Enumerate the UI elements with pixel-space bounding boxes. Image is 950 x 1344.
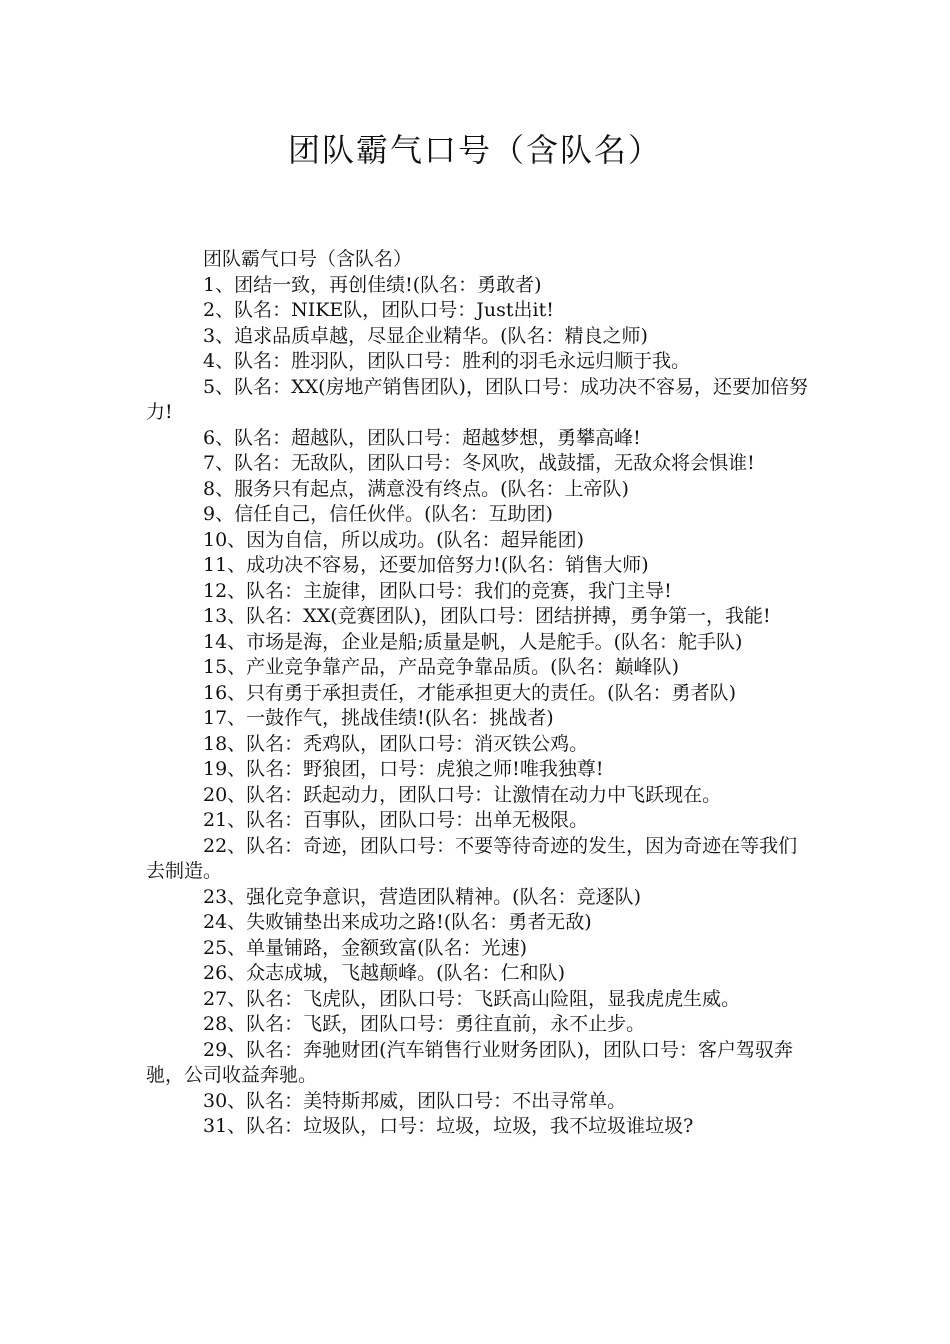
list-item: 28、队名：飞跃，团队口号：勇往直前，永不止步。: [203, 1013, 646, 1035]
list-item: 20、队名：跃起动力，团队口号：让激情在动力中飞跃现在。: [203, 783, 722, 806]
list-item: 23、强化竞争意识，营造团队精神。(队名：竞逐队): [203, 885, 642, 908]
list-item: 29、队名：奔驰财团(汽车销售行业财务团队)，团队口号：客户驾驭奔驰，公司收益奔驰。: [146, 1038, 794, 1086]
list-item: 11、成功决不容易，还要加倍努力!(队名：销售大师): [203, 554, 649, 576]
list-item: 10、因为自信，所以成功。(队名：超异能团): [203, 528, 585, 551]
list-item: 2、队名：NIKE队，团队口号：Just出it!: [203, 299, 554, 321]
list-item: 30、队名：美特斯邦威，团队口号：不出寻常单。: [203, 1089, 627, 1112]
list-item: 5、队名：XX(房地产销售团队)，团队口号：成功决不容易，还要加倍努力!: [146, 375, 808, 423]
list-item: 6、队名：超越队，团队口号：超越梦想，勇攀高峰!: [203, 426, 641, 449]
list-item: 19、队名：野狼团，口号：虎狼之师!唯我独尊!: [203, 758, 604, 780]
list-item: 16、只有勇于承担责任，才能承担更大的责任。(队名：勇者队): [203, 681, 737, 704]
list-item: 12、队名：主旋律，团队口号：我们的竞赛，我门主导!: [203, 579, 672, 602]
list-item: 17、一鼓作气，挑战佳绩!(队名：挑战者): [203, 707, 554, 729]
list-item: 13、队名：XX(竞赛团队)，团队口号：团结拼搏，勇争第一，我能!: [203, 605, 771, 627]
document-body: [146, 247, 814, 1140]
list-item: 15、产业竞争靠产品，产品竞争靠品质。(队名：巅峰队): [203, 656, 680, 678]
page-title: 团队霸气口号（含队名）: [287, 131, 662, 169]
list-item: 22、队名：奇迹，团队口号：不要等待奇迹的发生，因为奇迹在等我们去制造。: [146, 834, 798, 882]
list-item: 24、失败铺垫出来成功之路!(队名：勇者无敌): [203, 911, 592, 933]
list-item: 27、队名：飞虎队，团队口号：飞跃高山险阻，显我虎虎生威。: [203, 987, 741, 1010]
list-item: 9、信任自己，信任伙伴。(队名：互助团): [203, 503, 553, 525]
list-item: 14、市场是海，企业是船;质量是帆，人是舵手。(队名：舵手队): [203, 630, 743, 653]
list-item: 4、队名：胜羽队，团队口号：胜利的羽毛永远归顺于我。: [203, 350, 691, 372]
list-item: 1、团结一致，再创佳绩!(队名：勇敢者): [203, 273, 542, 296]
list-item: 8、服务只有起点，满意没有终点。(队名：上帝队): [203, 477, 629, 500]
list-item: 31、队名：垃圾队，口号：垃圾，垃圾，我不垃圾谁垃圾?: [203, 1115, 694, 1137]
list-item: 18、队名：秃鸡队，团队口号：消灭铁公鸡。: [203, 732, 589, 755]
list-item: 26、众志成城，飞越颠峰。(队名：仁和队): [203, 962, 566, 984]
list-item: 21、队名：百事队，团队口号：出单无极限。: [203, 809, 589, 831]
section-heading: 团队霸气口号（含队名）: [203, 248, 413, 270]
list-item: 3、追求品质卓越，尽显企业精华。(队名：精良之师): [203, 324, 648, 347]
list-item: 25、单量铺路，金额致富(队名：光速): [203, 936, 528, 959]
list-item: 7、队名：无敌队，团队口号：冬风吹，战鼓擂，无敌众将会惧谁!: [203, 452, 755, 474]
